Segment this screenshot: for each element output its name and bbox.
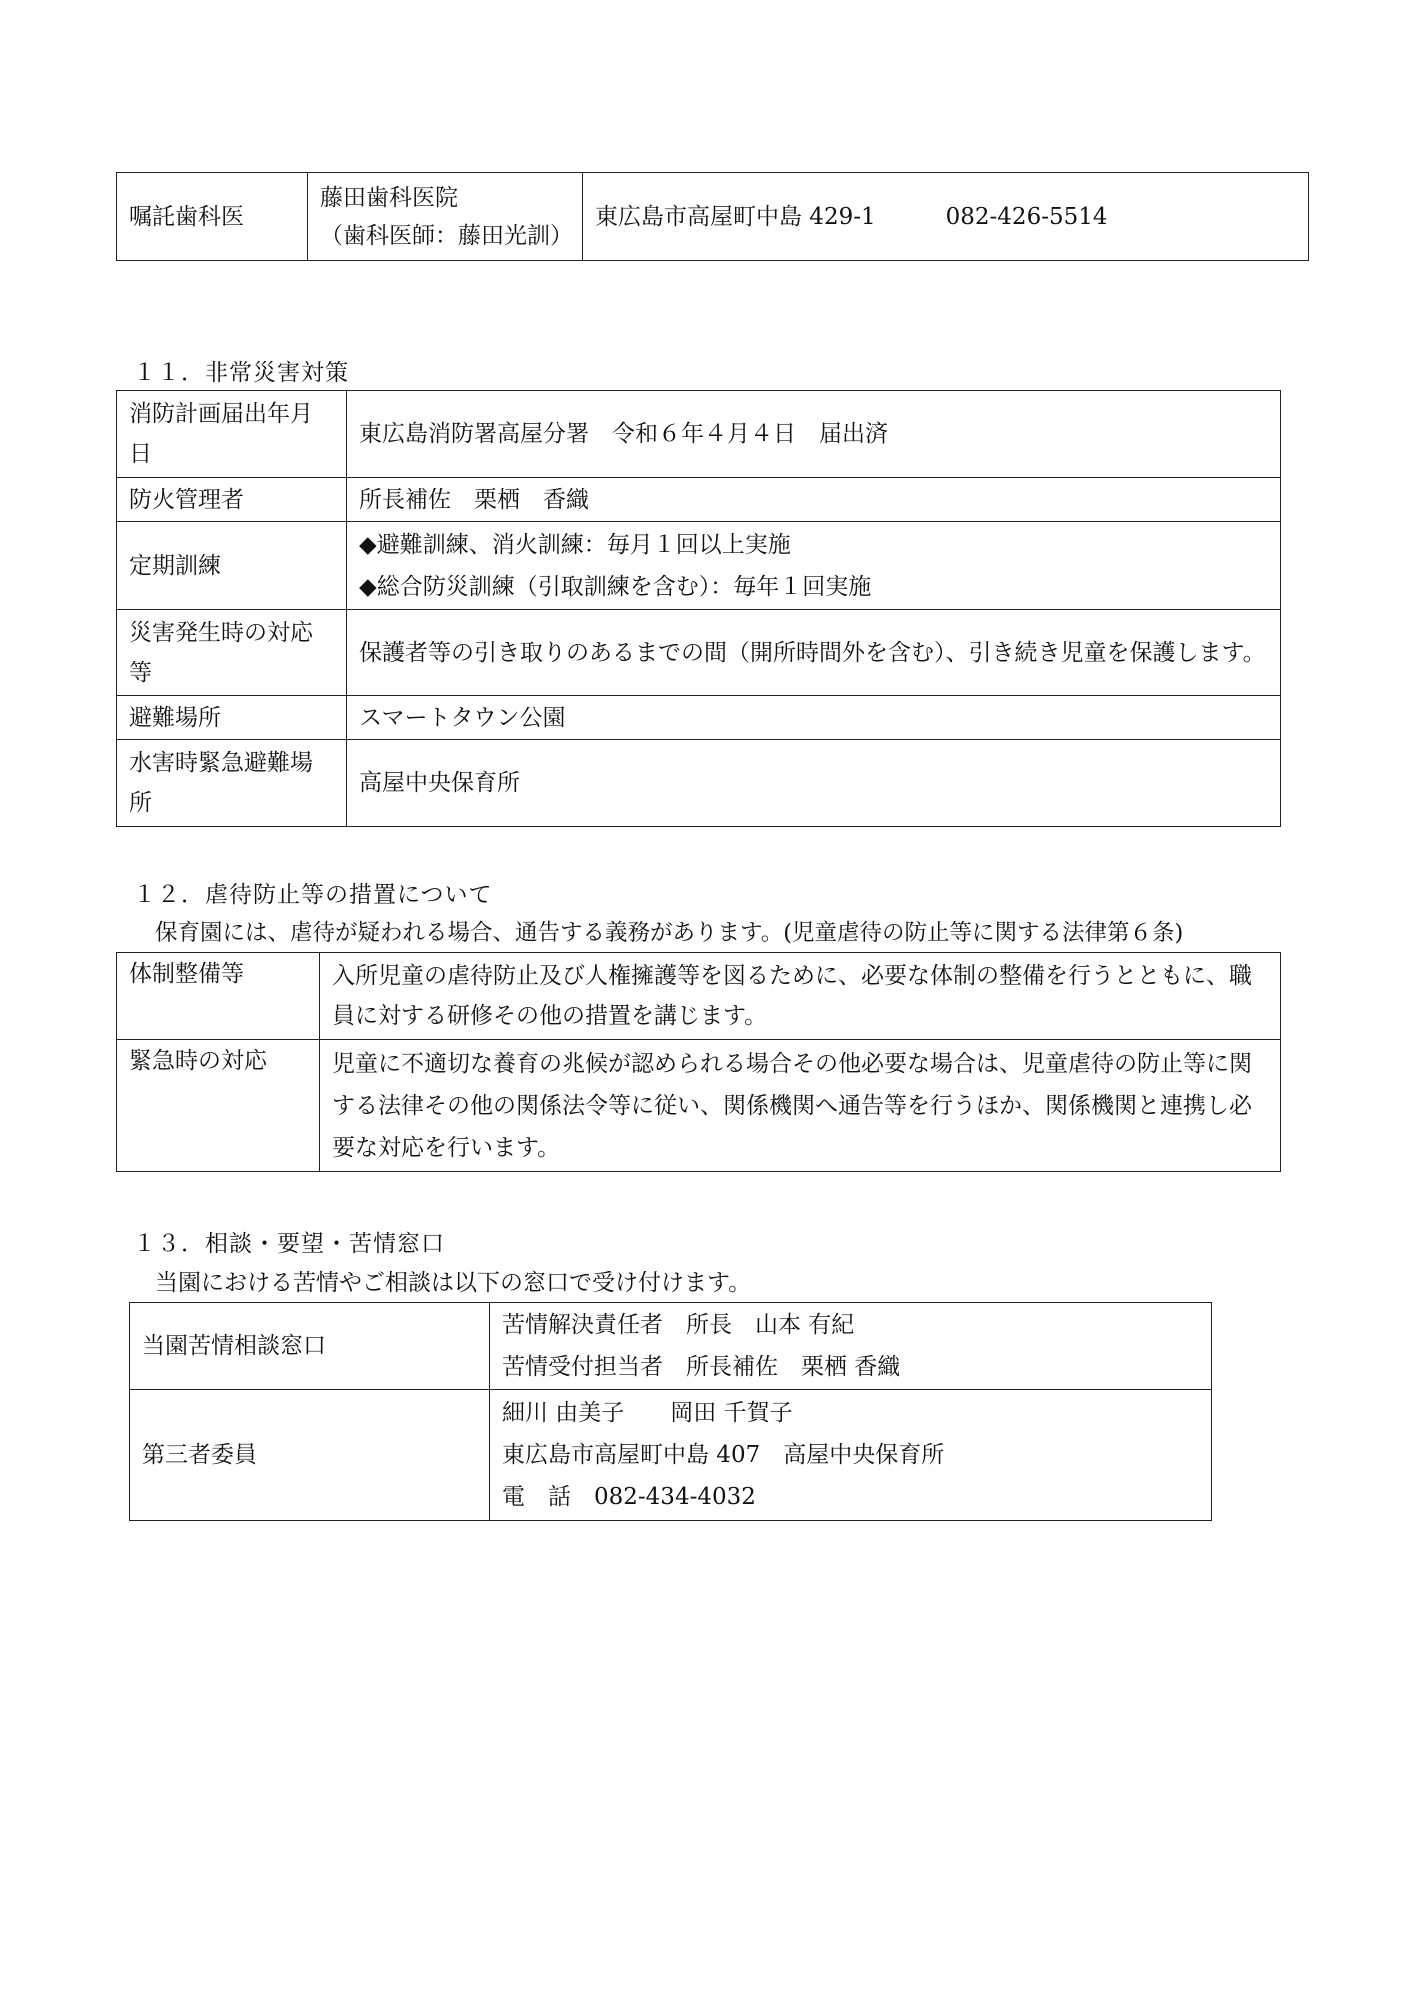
section-12-intro: 保育園には、虐待が疑われる場合、通告する義務があります。(児童虐待の防止等に関する法律第６条) bbox=[155, 920, 1184, 946]
complaint-value-third-party bbox=[490, 1390, 1212, 1521]
complaint-table bbox=[129, 1302, 1212, 1521]
dentist-address: 東広島市高屋町中島 429-1 bbox=[595, 203, 876, 230]
drill-line-1: ◆避難訓練、消火訓練：毎月１回以上実施 bbox=[359, 531, 791, 558]
dentist-label: 嘱託歯科医 bbox=[117, 173, 308, 261]
disaster-value-drill bbox=[347, 522, 1281, 610]
section-13-title: １３．相談・要望・苦情窓口 bbox=[133, 1231, 445, 1257]
dentist-clinic: 藤田歯科医院 bbox=[320, 184, 458, 211]
disaster-table bbox=[116, 390, 1281, 827]
dentist-phone: 082-426-5514 bbox=[945, 203, 1108, 230]
drill-line-2: ◆総合防災訓練（引取訓練を含む）：毎年１回実施 bbox=[359, 573, 872, 600]
section-12-title: １２．虐待防止等の措置について bbox=[133, 882, 493, 908]
disaster-label-evacuation: 避難場所 bbox=[117, 696, 347, 740]
disaster-label-manager: 防火管理者 bbox=[117, 478, 347, 522]
disaster-value-plan: 東広島消防署高屋分署 令和６年４月４日 届出済 bbox=[347, 391, 1281, 478]
complaint-value-window bbox=[490, 1303, 1212, 1390]
third-party-phone: 電 話 082-434-4032 bbox=[502, 1484, 756, 1510]
disaster-value-response: 保護者等の引き取りのあるまでの間（開所時間外を含む）、引き続き児童を保護します。 bbox=[347, 610, 1281, 696]
disaster-label-response: 災害発生時の対応等 bbox=[117, 610, 347, 696]
section-11-title: １１．非常災害対策 bbox=[133, 360, 349, 386]
disaster-value-evacuation: スマートタウン公園 bbox=[347, 696, 1281, 740]
dentist-clinic-cell bbox=[308, 173, 583, 261]
abuse-value-emergency: 児童に不適切な養育の兆候が認められる場合その他必要な場合は、児童虐待の防止等に関する法律その他の関係法令等に従い、関係機関へ通告等を行うほか、関係機関と連携し必要な対応を行います。 bbox=[320, 1040, 1281, 1172]
disaster-label-drill: 定期訓練 bbox=[117, 522, 347, 610]
third-party-names: 細川 由美子 岡田 千賀子 bbox=[502, 1400, 793, 1426]
abuse-table bbox=[116, 952, 1281, 1172]
disaster-value-manager: 所長補佐 栗栖 香織 bbox=[347, 478, 1281, 522]
complaint-label-third-party: 第三者委員 bbox=[130, 1390, 490, 1521]
dentist-doctor: （歯科医師：藤田光訓） bbox=[320, 222, 573, 249]
complaint-line-1: 苦情解決責任者 所長 山本 有紀 bbox=[502, 1312, 855, 1338]
section-13-intro: 当園における苦情やご相談は以下の窓口で受け付けます。 bbox=[155, 1270, 752, 1296]
disaster-label-plan: 消防計画届出年月日 bbox=[117, 391, 347, 478]
disaster-value-flood: 高屋中央保育所 bbox=[347, 740, 1281, 827]
third-party-address: 東広島市高屋町中島 407 高屋中央保育所 bbox=[502, 1442, 945, 1468]
abuse-label-emergency: 緊急時の対応 bbox=[117, 1040, 320, 1172]
disaster-label-flood: 水害時緊急避難場所 bbox=[117, 740, 347, 827]
abuse-value-system: 入所児童の虐待防止及び人権擁護等を図るために、必要な体制の整備を行うとともに、職員に対する研修その他の措置を講じます。 bbox=[320, 953, 1281, 1040]
dentist-contact-cell bbox=[583, 173, 1309, 261]
abuse-label-system: 体制整備等 bbox=[117, 953, 320, 1040]
complaint-label-window: 当園苦情相談窓口 bbox=[130, 1303, 490, 1390]
dentist-table bbox=[116, 172, 1309, 261]
complaint-line-2: 苦情受付担当者 所長補佐 栗栖 香織 bbox=[502, 1354, 901, 1380]
